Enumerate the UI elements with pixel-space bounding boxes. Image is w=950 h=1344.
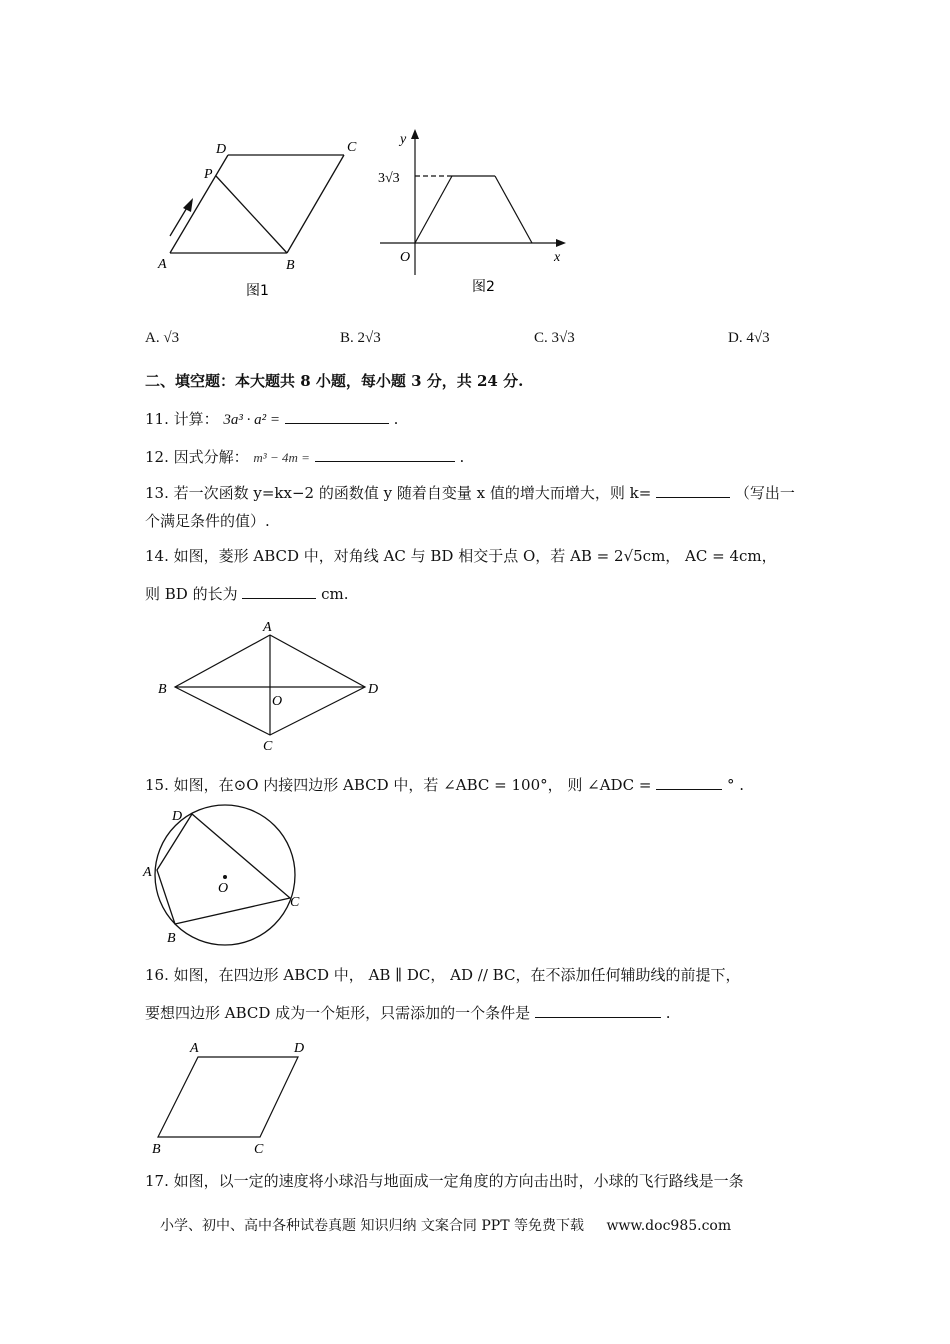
- option-d-letter: D.: [728, 330, 743, 346]
- question-13-line2: 个满足条件的值）.: [145, 512, 270, 530]
- q14-prefix: 则 BD 的长为: [145, 585, 238, 603]
- para-label-b: B: [152, 1142, 161, 1157]
- question-13-line1: [145, 482, 795, 503]
- circle-label-d: D: [172, 809, 183, 824]
- fig1-caption: 图1: [246, 283, 269, 299]
- section-2-title: 二、填空题：本大题共 8 小题，每小题 3 分，共 24 分.: [145, 372, 524, 390]
- option-d: [728, 330, 770, 347]
- circle-label-b: B: [167, 931, 176, 946]
- option-a: [145, 330, 179, 347]
- circle-label-c: C: [290, 895, 300, 910]
- rhombus-label-d: D: [368, 682, 379, 697]
- q12-expr: m³ − 4m =: [253, 450, 310, 465]
- direction-arrow: [170, 198, 193, 236]
- q11-suffix: .: [393, 410, 399, 428]
- footer: [160, 1215, 731, 1235]
- fig1-label-a: A: [158, 257, 167, 272]
- rhombus-label-a: A: [263, 620, 272, 635]
- question-14-line2: [145, 583, 349, 604]
- rhombus-label-c: C: [263, 739, 273, 754]
- q11-answer-blank[interactable]: [285, 409, 389, 424]
- fig2-y-label: y: [400, 132, 407, 147]
- fig1-label-c: C: [347, 140, 357, 155]
- circle-figure: [140, 800, 320, 950]
- q16-prefix: 要想四边形 ABCD 成为一个矩形，只需添加的一个条件是: [145, 1004, 531, 1022]
- fig1-label-b: B: [286, 258, 295, 273]
- center-point: [223, 875, 227, 879]
- q12-suffix: .: [459, 448, 465, 466]
- question-16-line2: [145, 1002, 671, 1023]
- question-16-line1: 16. 如图，在四边形 ABCD 中， AB ∥ DC， AD // BC，在不添加任何辅助线的前提下，: [145, 966, 741, 984]
- fig2-origin: O: [400, 250, 411, 265]
- option-b: [340, 330, 381, 347]
- circle-label-a: A: [143, 865, 152, 880]
- question-15: [145, 774, 744, 795]
- circle-label-o: O: [218, 881, 229, 896]
- option-d-value: 4√3: [746, 330, 770, 346]
- q16-answer-blank[interactable]: [535, 1003, 661, 1018]
- fig2-y-tick: 3√3: [378, 171, 400, 186]
- q15-suffix: ° .: [726, 776, 745, 794]
- option-c-value: 3√3: [551, 330, 575, 346]
- footer-text: 小学、初中、高中各种试卷真题 知识归纳 文案合同 PPT 等免费下载: [160, 1218, 584, 1234]
- rhombus-label-b: B: [158, 682, 167, 697]
- q13-text: 13. 若一次函数 y=kx−2 的函数值 y 随着自变量 x 值的增大而增大，则 k=: [145, 484, 652, 502]
- question-14-line1: 14. 如图，菱形 ABCD 中，对角线 AC 与 BD 相交于点 O，若 AB = 2√5cm， AC = 4cm，: [145, 547, 777, 565]
- q14-answer-blank[interactable]: [242, 584, 316, 599]
- question-11: [145, 408, 398, 429]
- fig1-label-p: P: [204, 167, 213, 182]
- option-c-letter: C.: [534, 330, 548, 346]
- q15-answer-blank[interactable]: [656, 775, 722, 790]
- q12-prefix: 12. 因式分解：: [145, 448, 249, 466]
- option-a-letter: A.: [145, 330, 160, 346]
- parallelogram-figure: [148, 1035, 328, 1160]
- fig1-label-d: D: [216, 142, 227, 157]
- para-label-d: D: [294, 1041, 305, 1056]
- q13-answer-blank[interactable]: [656, 483, 730, 498]
- q11-prefix: 11. 计算：: [145, 410, 219, 428]
- para-label-a: A: [190, 1041, 199, 1056]
- option-b-value: 2√3: [357, 330, 381, 346]
- footer-url[interactable]: www.doc985.com: [606, 1218, 732, 1234]
- figure-2: [370, 125, 570, 305]
- q15-text: 15. 如图，在⊙O 内接四边形 ABCD 中，若 ∠ABC = 100°， 则 ∠ADC =: [145, 776, 652, 794]
- q13-suffix: （写出一: [734, 484, 795, 502]
- q14-suffix: cm.: [321, 585, 349, 603]
- option-a-value: √3: [163, 330, 180, 346]
- option-b-letter: B.: [340, 330, 354, 346]
- rhombus-figure: [150, 615, 390, 755]
- rhombus-label-o: O: [272, 694, 283, 709]
- q12-answer-blank[interactable]: [315, 447, 455, 462]
- q11-expr: 3a³ · a² =: [223, 412, 281, 428]
- fig2-x-label: x: [554, 250, 561, 265]
- question-12: [145, 446, 464, 467]
- q16-suffix: .: [665, 1004, 671, 1022]
- fig2-caption: 图2: [472, 279, 495, 295]
- para-label-c: C: [254, 1142, 264, 1157]
- option-c: [534, 330, 575, 347]
- question-17-line1: 17. 如图，以一定的速度将小球沿与地面成一定角度的方向击出时，小球的飞行路线是一条: [145, 1172, 744, 1190]
- figure-1: [150, 130, 380, 305]
